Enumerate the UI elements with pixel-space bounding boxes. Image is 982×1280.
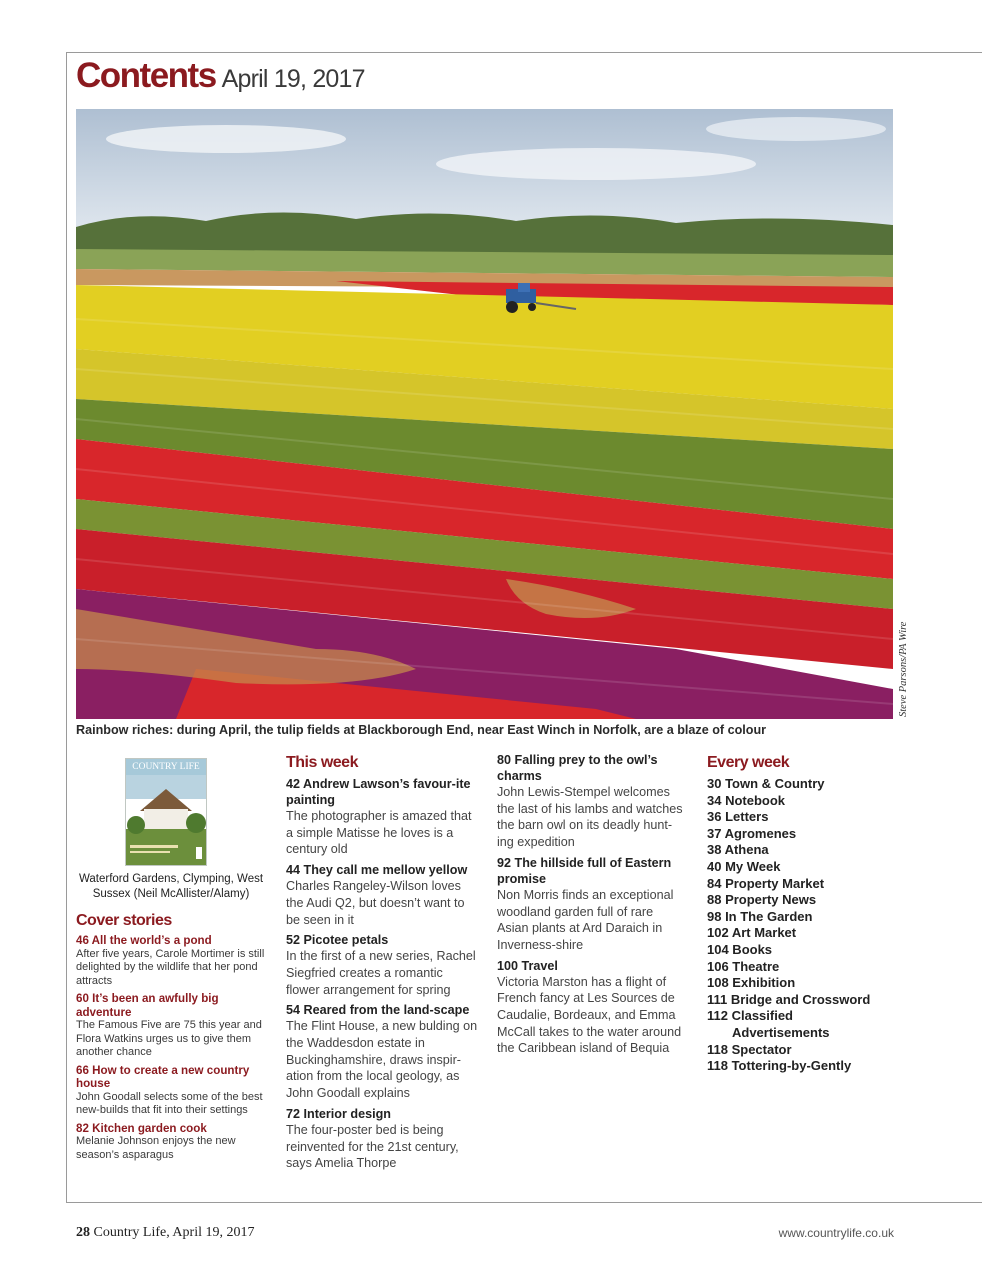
photo-caption: Rainbow riches: during April, the tulip fields at Blackborough End, near East Winch in Norfolk, are a blaze of colour — [76, 723, 767, 737]
list-item: 104 Books — [707, 941, 773, 957]
cover-story-title: 82 Kitchen garden cook — [76, 1121, 207, 1135]
list-item — [707, 1025, 897, 1042]
cover-masthead: COUNTRY LIFE — [126, 759, 206, 775]
cover-caption: Waterford Gardens, Clymping, West Sussex (Neil McAllister/Alamy) — [78, 873, 264, 900]
cover-story-title: 60 It’s been an awfully big adventure — [76, 992, 219, 1019]
list-item — [76, 1064, 266, 1118]
story-title: 44 They call me mellow yellow — [286, 863, 468, 878]
list-item — [286, 776, 478, 858]
magazine-cover-thumbnail — [125, 758, 207, 866]
issue-date: April 19, 2017 — [221, 65, 365, 93]
cover-story-desc: The Famous Five are 75 this year and Flora Watkins urges us to give them another chance — [76, 1019, 262, 1058]
list-item: 30 Town & Country — [707, 776, 825, 791]
story-title: 54 Reared from the land-scape — [286, 1003, 470, 1018]
list-item: 106 Theatre — [707, 958, 780, 974]
cover-story-desc: John Goodall selects some of the best new-builds that fit into their settings — [76, 1090, 263, 1116]
tulip-field-photo — [76, 109, 893, 719]
page-footer-left — [76, 1225, 255, 1241]
page-number: 28 — [76, 1225, 90, 1240]
frame-left-rule — [66, 52, 67, 1202]
cover-story-title: 66 How to create a new country house — [76, 1063, 250, 1090]
column-this-week — [286, 752, 478, 1172]
every-week-heading: Every week — [707, 754, 790, 771]
page-heading — [76, 56, 365, 96]
list-item: 34 Notebook — [707, 792, 786, 808]
column-this-week-continued — [497, 752, 687, 1057]
list-item-continuation: Advertisements — [732, 1024, 830, 1040]
list-item: 112 Classified — [707, 1008, 793, 1024]
list-item: 102 Art Market — [707, 925, 797, 941]
story-title: 92 The hillside full of Eastern promise — [497, 855, 672, 886]
story-desc: In the first of a new series, Rachel Siegfried creates a romantic flower arrangement for spring — [286, 949, 476, 997]
list-item: 88 Property News — [707, 892, 817, 908]
column-every-week — [707, 752, 897, 1075]
story-title: 42 Andrew Lawson’s favour-ite painting — [286, 777, 471, 807]
story-desc: The four-poster bed is being reinvented for the 21st century, says Amelia Thorpe — [286, 1122, 459, 1171]
list-item: 108 Exhibition — [707, 975, 796, 991]
cover-story-desc: After five years, Carole Mortimer is still delighted by the wildlife that her pond attracts — [76, 947, 265, 987]
list-item: 84 Property Market — [707, 875, 825, 891]
frame-bottom-rule — [66, 1202, 982, 1203]
story-desc: John Lewis-Stempel welcomes the last of his lambs and watches the barn owl on its deadly hunt-ing expedition — [497, 785, 683, 850]
story-title: 52 Picotee petals — [286, 933, 389, 948]
tulip-field-illustration — [76, 109, 893, 719]
list-item — [286, 1106, 478, 1172]
every-week-list — [707, 776, 897, 1075]
list-item: 118 Spectator — [707, 1041, 792, 1057]
frame-top-rule — [66, 52, 982, 53]
list-item: 40 My Week — [707, 858, 781, 874]
column-cover-stories — [76, 752, 266, 1162]
cover-story-desc: Melanie Johnson enjoys the new season’s asparagus — [76, 1135, 236, 1161]
list-item — [286, 932, 478, 998]
list-item — [497, 855, 687, 954]
cover-story-title: 46 All the world’s a pond — [76, 934, 212, 947]
list-item — [286, 862, 478, 928]
story-title: 72 Interior design — [286, 1106, 391, 1121]
cover-stories-heading: Cover stories — [76, 912, 172, 929]
list-item: 118 Tottering-by-Gently — [707, 1058, 852, 1074]
website-url[interactable]: www.countrylife.co.uk — [778, 1226, 894, 1240]
story-title: 100 Travel — [497, 958, 558, 973]
list-item — [76, 934, 266, 988]
list-item — [497, 958, 687, 1058]
list-item: 38 Athena — [707, 842, 769, 858]
list-item: 36 Letters — [707, 809, 769, 825]
this-week-heading: This week — [286, 754, 358, 771]
story-desc: The photographer is amazed that a simple Matisse he loves is a century old — [286, 809, 472, 857]
list-item: 98 In The Garden — [707, 908, 813, 924]
page-title: Contents — [76, 56, 216, 95]
list-item — [497, 752, 687, 851]
story-desc: The Flint House, a new bulding on the Waddesdon estate in Buckinghamshire, draws inspir-ation from the local geology, as John Goodall explains — [286, 1019, 478, 1101]
story-desc: Non Morris finds an exceptional woodland garden full of rare Asian plants at Ard Daraich in Inverness-shire — [497, 887, 674, 952]
story-title: 80 Falling prey to the owl’s charms — [497, 753, 658, 783]
story-desc: Victoria Marston has a flight of French fancy at Les Sources de Caudalie, Bordeaux, and Emma McCall takes to the water around the Caribbean island of Bequia — [497, 974, 682, 1056]
photo-credit: Steve Parsons/PA Wire — [898, 621, 909, 717]
list-item: 37 Agromenes — [707, 825, 797, 841]
list-item — [76, 1122, 266, 1163]
story-desc: Charles Rangeley-Wilson loves the Audi Q2, but doesn’t want to be seen in it — [286, 879, 465, 927]
publication-line: Country Life, April 19, 2017 — [93, 1225, 255, 1240]
list-item — [76, 992, 266, 1060]
list-item — [286, 1002, 478, 1102]
list-item: 111 Bridge and Crossword — [707, 991, 871, 1007]
